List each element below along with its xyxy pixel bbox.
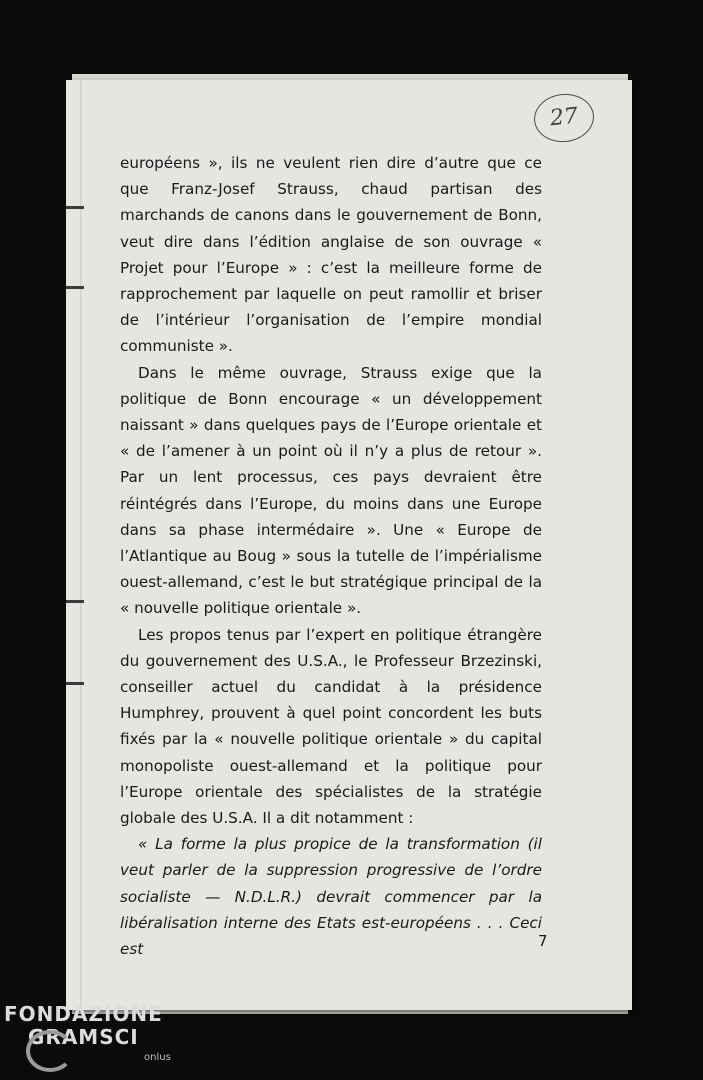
logo-g-icon — [26, 1030, 74, 1072]
quote-paragraph: « La forme la plus propice de la transformation (il veut parler de la suppression progressive de l’ordre socialiste — N.D.L.R.) devrait commencer par la libéralisation interne des Etats est-européens . . . Ceci est — [120, 835, 542, 959]
archive-number-annotation: 27 — [532, 91, 597, 145]
binding-stitch — [66, 682, 84, 685]
paragraph: Les propos tenus par l’expert en politique étrangère du gouvernement des U.S.A., le Professeur Brzezinski, conseiller actuel du candidat à la présidence Humphrey, prouvent à quel point concordent les buts fixés par la « nouvelle politique orientale » du capital monopoliste ouest-allemand et la politique pour l’Europe orientale des spécialistes de la stratégie globale des U.S.A. Il a dit notamment : — [120, 625, 542, 828]
binding-stitch — [66, 286, 84, 289]
fondazione-gramsci-logo — [4, 1002, 171, 1063]
binding-stitch — [66, 206, 84, 209]
paragraph: Dans le même ouvrage, Strauss exige que la politique de Bonn encourage « un développement naissant » dans quelques pays de l’Europe orientale et « de l’amener à un point où il n’y a plus de retour ». Par un lent processus, ces pays devraient être réintégrés dans l’Europe, du moins dans une Europe dans sa phase intermédaire ». Une « Europe de l’Atlantique au Boug » sous la tutelle de l’impérialisme ouest-allemand, c’est le but stratégique principal de la « nouvelle politique orientale ». — [120, 363, 542, 618]
binding-fold — [80, 80, 83, 1010]
body-text — [120, 150, 542, 962]
logo-suffix: onlus — [144, 1052, 171, 1063]
logo-line-1: FONDAZIONE — [4, 1002, 163, 1026]
paragraph: européens », ils ne veulent rien dire d’autre que ce que Franz-Josef Strauss, chaud partisan des marchands de canons dans le gouvernement de Bonn, veut dire dans l’édition anglaise de son ouvrage « Projet pour l’Europe » : c’est la meilleure forme de rapprochement par laquelle on peut ramollir et briser de l’intérieur l’organisation de l’empire mondial communiste ». — [120, 154, 542, 356]
document-page — [66, 80, 632, 1010]
page-number: 7 — [538, 932, 548, 950]
binding-stitch — [66, 600, 84, 603]
logo-line-2: GRAMSCI — [28, 1025, 139, 1049]
